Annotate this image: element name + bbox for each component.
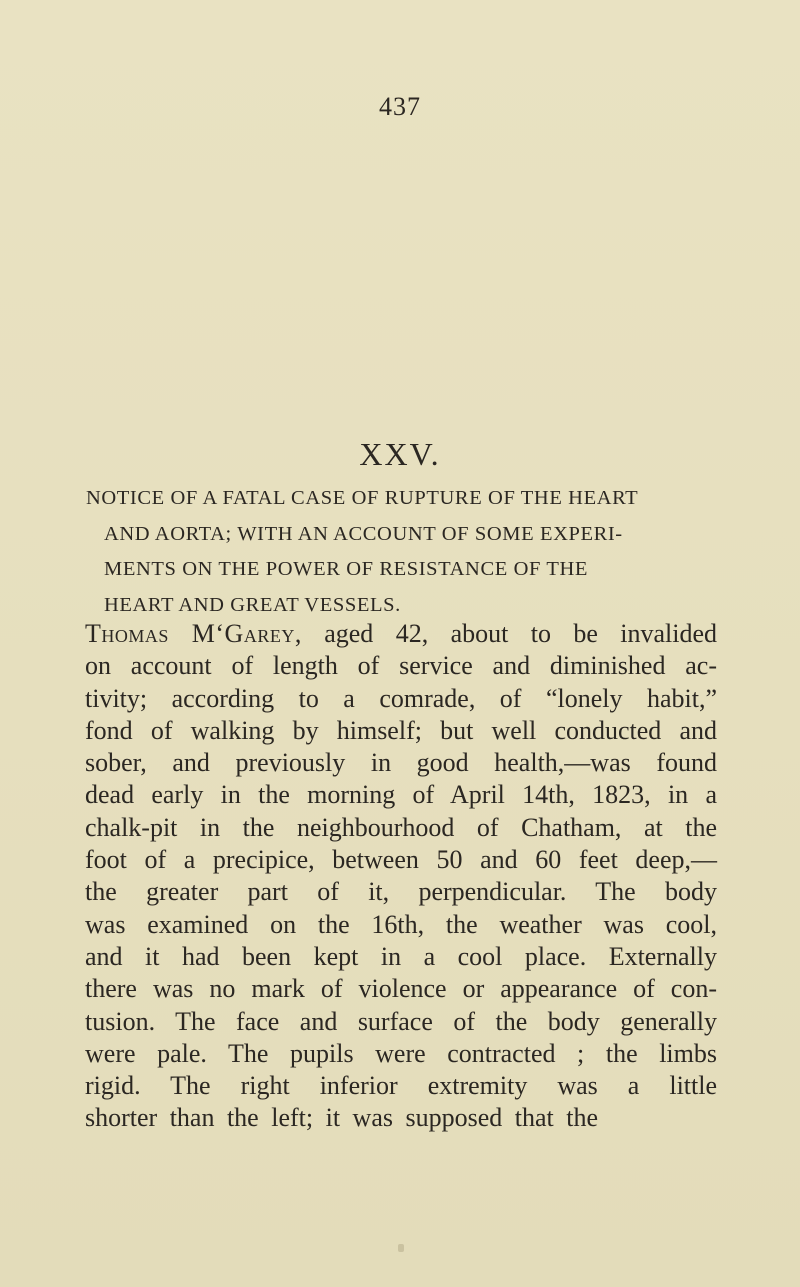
text-line-rest: aged 42, about to be invalided <box>301 619 718 648</box>
text-line <box>85 618 717 650</box>
text-line: rigid. The right inferior extremity was a little <box>85 1071 717 1101</box>
article-title <box>86 481 726 623</box>
text-line: fond of walking by himself; but well conducted and <box>85 715 717 745</box>
title-line: NOTICE OF A FATAL CASE OF RUPTURE OF THE HEART <box>86 487 639 509</box>
text-line: were pale. The pupils were contracted ; the limbs <box>85 1038 717 1068</box>
section-number: XXV. <box>359 436 441 472</box>
text-line: foot of a precipice, between 50 and 60 feet deep,— <box>85 845 717 875</box>
text-line: tivity; according to a comrade, of “lonely habit,” <box>85 683 717 713</box>
title-line: AND AORTA; WITH AN ACCOUNT OF SOME EXPERI- <box>104 522 623 545</box>
text-line: dead early in the morning of April 14th, 1823, in a <box>85 780 717 810</box>
text-line: chalk-pit in the neighbourhood of Chatham, at the <box>85 812 717 842</box>
paper-blemish <box>398 1244 404 1252</box>
text-line: tusion. The face and surface of the body generally <box>85 1006 717 1036</box>
text-line: there was no mark of violence or appearance of con- <box>85 974 717 1004</box>
text-line: the greater part of it, perpendicular. The body <box>85 877 717 907</box>
text-line: and it had been kept in a cool place. Externally <box>85 941 717 971</box>
title-line: HEART AND GREAT VESSELS. <box>104 593 401 616</box>
text-line: shorter than the left; it was supposed that the <box>85 1103 599 1133</box>
text-line: on account of length of service and diminished ac- <box>85 651 717 681</box>
body-paragraph <box>85 618 717 1135</box>
title-line: MENTS ON THE POWER OF RESISTANCE OF THE <box>104 558 588 580</box>
text-line: was examined on the 16th, the weather was cool, <box>85 909 717 939</box>
text-line: sober, and previously in good health,—was found <box>85 748 717 778</box>
patient-name: Thomas M‘Garey, <box>85 619 302 648</box>
page-number: 437 <box>379 92 421 121</box>
